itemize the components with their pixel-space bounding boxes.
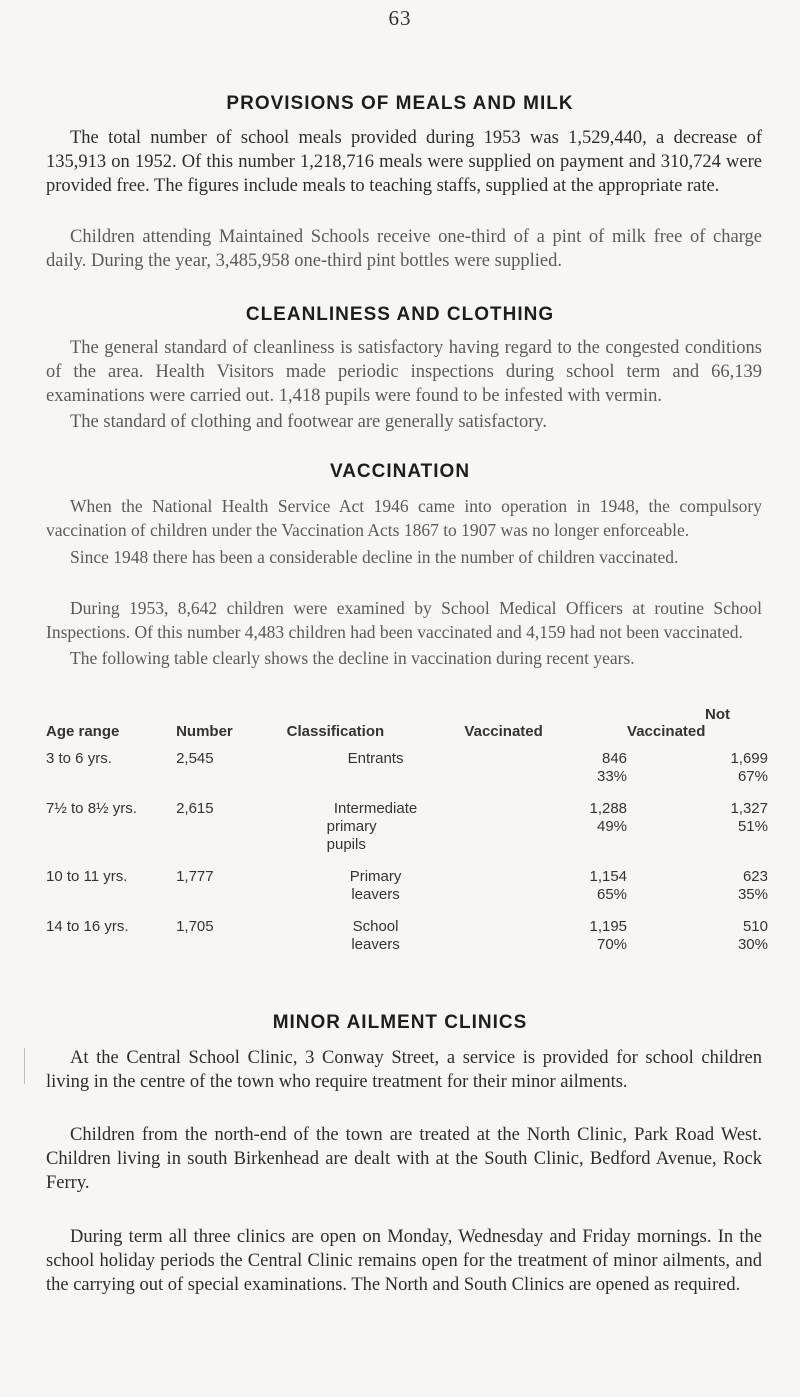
- cell-classification-line: pupils: [326, 836, 366, 853]
- cell-not-vaccinated-pct: 51%: [737, 818, 768, 835]
- paragraph-clinic-hours: During term all three clinics are open on Monday, Wednesday and Friday mornings. In the school holiday periods the Central Clinic remains open for the treatment of minor ailments, and the carrying out of special examinations. The North and South Clinics are opened as required.: [46, 1227, 762, 1295]
- table-row: [46, 800, 768, 868]
- heading-meals-milk: PROVISIONS OF MEALS AND MILK: [226, 93, 574, 114]
- cell-classification-line: Entrants: [347, 750, 404, 767]
- cell-not-vaccinated: [627, 800, 768, 868]
- paragraph-vaccination-act: When the National Health Service Act 1946 came into operation in 1948, the compulsory vaccination of children under the Vaccination Acts 1867 to 1907 was no longer enforceable.: [46, 496, 762, 540]
- cell-classification: [287, 918, 465, 968]
- table-row: [46, 918, 768, 968]
- cell-vaccinated-count: 1,288: [589, 800, 628, 817]
- margin-mark: [24, 1048, 25, 1084]
- cell-not-vaccinated: [627, 868, 768, 918]
- paragraph-milk: Children attending Maintained Schools receive one-third of a pint of milk free of charge daily. During the year, 3,485,958 one-third pint bottles were supplied.: [46, 227, 762, 271]
- cell-classification-line: primary: [326, 818, 377, 835]
- cell-not-vaccinated: [627, 918, 768, 968]
- paragraph-central-clinic: At the Central School Clinic, 3 Conway Street, a service is provided for school children living in the centre of the town who require treatment for their minor ailments.: [46, 1048, 762, 1092]
- cell-age: 10 to 11 yrs.: [46, 868, 128, 885]
- cell-not-vaccinated-pct: 67%: [737, 768, 768, 785]
- table-row: [46, 750, 768, 800]
- cell-number: 2,545: [176, 750, 214, 767]
- cell-vaccinated: [464, 868, 627, 918]
- col-header-classification: Classification: [286, 723, 385, 740]
- heading-minor-ailment-clinics: MINOR AILMENT CLINICS: [272, 1012, 528, 1033]
- col-header-number: Number: [176, 723, 233, 740]
- col-header-not-line2: Vaccinated: [627, 723, 706, 740]
- cell-vaccinated: [464, 750, 627, 800]
- col-header-age-range: Age range: [46, 723, 120, 740]
- heading-vaccination: VACCINATION: [329, 461, 471, 482]
- cell-classification-line: School: [352, 918, 399, 935]
- cell-not-vaccinated: [627, 750, 768, 800]
- heading-cleanliness: CLEANLINESS AND CLOTHING: [245, 304, 555, 325]
- page-number: 63: [388, 6, 412, 30]
- paragraph-meals: The total number of school meals provided during 1953 was 1,529,440, a decrease of 135,913 on 1952. Of this number 1,218,716 meals were supplied on payment and 310,724 were provided free. The figures include meals to teaching staffs, supplied at the appropriate rate.: [46, 128, 762, 196]
- cell-classification-line: leavers: [351, 936, 400, 953]
- vaccination-table: [46, 706, 768, 968]
- cell-number: 1,777: [176, 868, 214, 885]
- cell-not-vaccinated-pct: 35%: [737, 886, 768, 903]
- cell-classification: [287, 800, 465, 868]
- cell-vaccinated-count: 1,154: [589, 868, 628, 885]
- cell-classification-line: Primary: [349, 868, 402, 885]
- paragraph-north-south-clinics: Children from the north-end of the town are treated at the North Clinic, Park Road West. Children living in south Birkenhead are dealt with at the South Clinic, Bedford Avenue, Rock Ferry.: [46, 1125, 762, 1193]
- col-header-not-line1: Not: [705, 706, 731, 723]
- cell-vaccinated-pct: 65%: [597, 886, 628, 903]
- table-row: [46, 868, 768, 918]
- cell-vaccinated: [464, 918, 627, 968]
- cell-classification: [287, 750, 465, 800]
- col-header-not-vaccinated: [627, 706, 768, 750]
- paragraph-clothing: The standard of clothing and footwear are generally satisfactory.: [70, 412, 548, 432]
- cell-number: 1,705: [176, 918, 214, 935]
- cell-vaccinated: [464, 800, 627, 868]
- cell-age: 3 to 6 yrs.: [46, 750, 112, 767]
- cell-classification: [287, 868, 465, 918]
- cell-not-vaccinated-count: 510: [742, 918, 768, 935]
- cell-vaccinated-pct: 70%: [597, 936, 628, 953]
- cell-classification-line: Intermediate: [333, 800, 418, 817]
- cell-number: 2,615: [176, 800, 214, 817]
- cell-age: 7½ to 8½ yrs.: [46, 800, 137, 817]
- cell-not-vaccinated-count: 1,327: [730, 800, 768, 817]
- cell-age: 14 to 16 yrs.: [46, 918, 129, 935]
- cell-not-vaccinated-count: 1,699: [730, 750, 768, 767]
- cell-classification-line: leavers: [351, 886, 400, 903]
- paragraph-vaccination-table-intro: The following table clearly shows the decline in vaccination during recent years.: [70, 648, 635, 668]
- cell-not-vaccinated-pct: 30%: [737, 936, 768, 953]
- cell-vaccinated-count: 1,195: [589, 918, 628, 935]
- cell-vaccinated-count: 846: [602, 750, 628, 767]
- table-header-row: [46, 706, 768, 750]
- cell-vaccinated-pct: 33%: [597, 768, 628, 785]
- paragraph-vaccination-decline: Since 1948 there has been a considerable decline in the number of children vaccinated.: [70, 547, 679, 567]
- col-header-vaccinated: Vaccinated: [464, 723, 543, 740]
- cell-vaccinated-pct: 49%: [597, 818, 628, 835]
- paragraph-vaccination-1953: During 1953, 8,642 children were examined by School Medical Officers at routine School Inspections. Of this number 4,483 children had been vaccinated and 4,159 had not been vaccinated.: [46, 598, 762, 642]
- cell-not-vaccinated-count: 623: [742, 868, 768, 885]
- paragraph-cleanliness: The general standard of cleanliness is satisfactory having regard to the congested conditions of the area. Health Visitors made periodic inspections during school term and 66,139 examinations were carried out. 1,418 pupils were found to be infested with vermin.: [46, 338, 762, 406]
